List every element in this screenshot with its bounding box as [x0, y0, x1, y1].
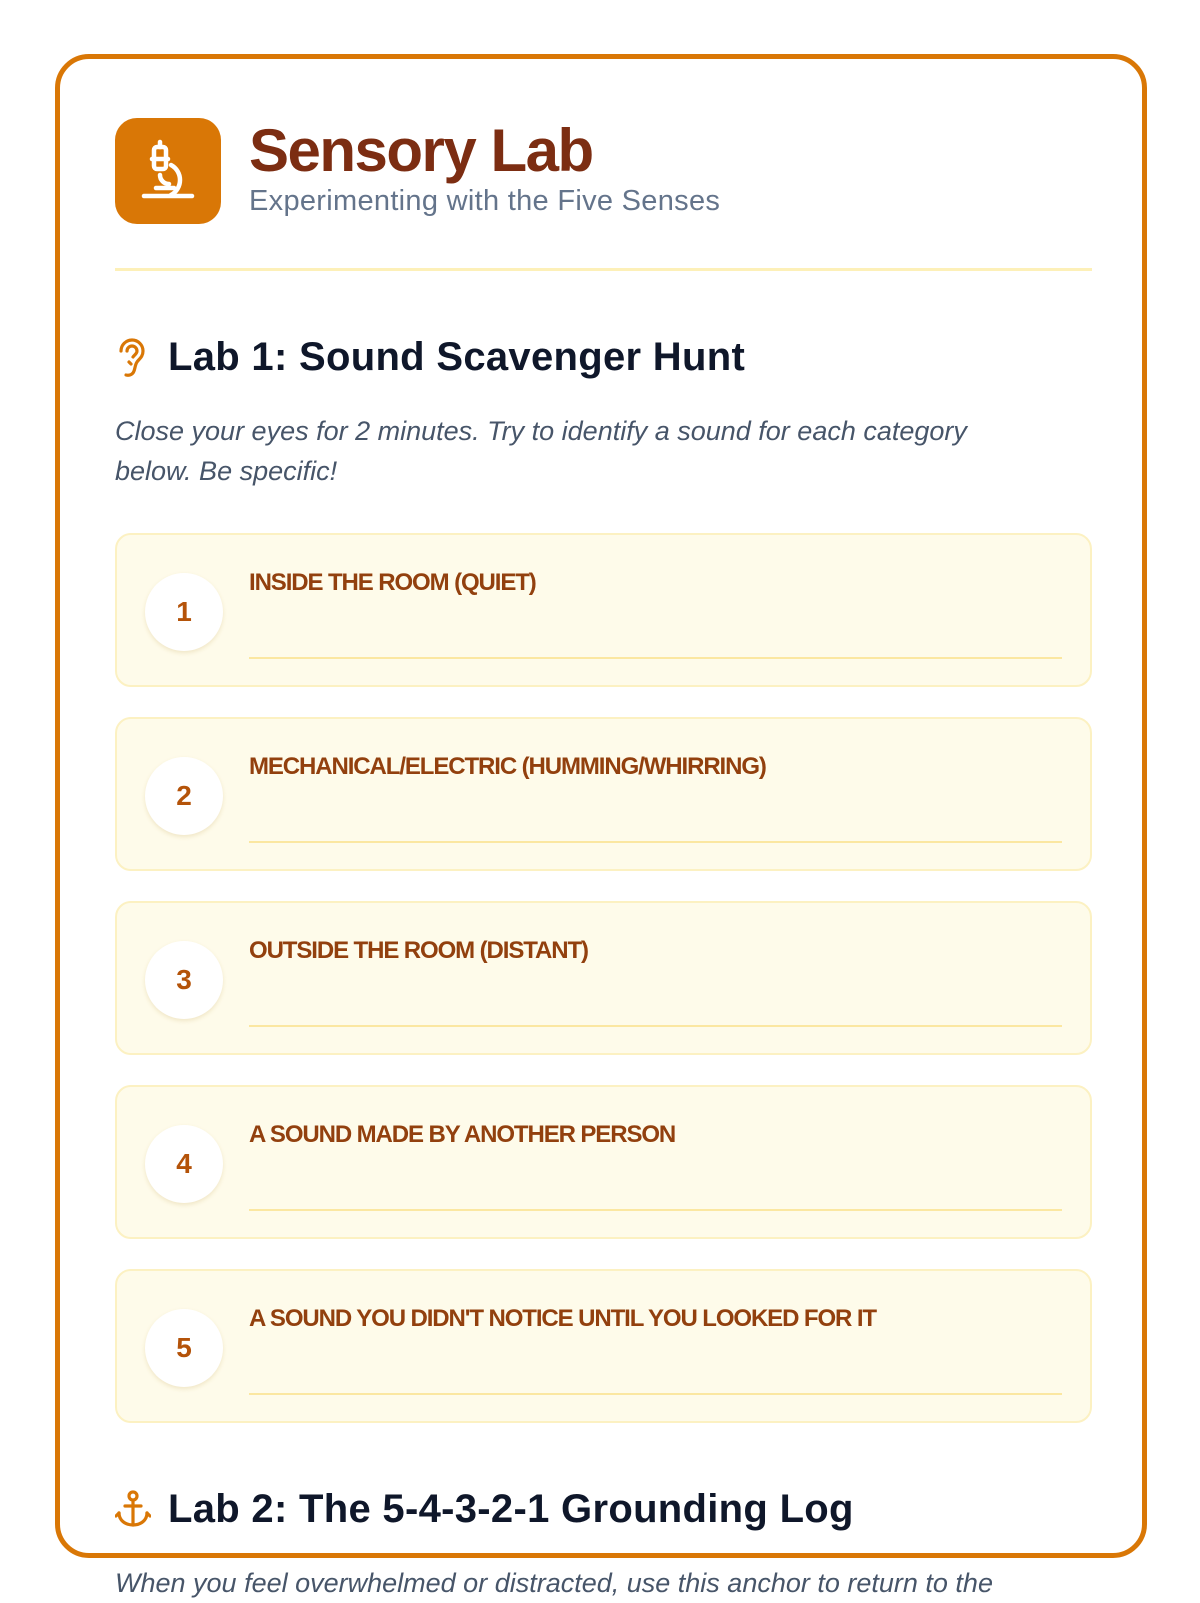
answer-line-3[interactable]: [249, 1025, 1062, 1027]
prompt-label: MECHANICAL/ELECTRIC (HUMMING/WHIRRING): [249, 753, 766, 780]
page-header: [115, 118, 1092, 224]
answer-line-2[interactable]: [249, 841, 1062, 843]
prompt-label: INSIDE THE ROOM (QUIET): [249, 569, 536, 596]
microscope-icon: [115, 118, 221, 224]
prompt-label: A SOUND YOU DIDN'T NOTICE UNTIL YOU LOOKED FOR IT: [249, 1305, 876, 1332]
anchor-icon: [115, 1487, 153, 1531]
lab2-instructions: When you feel overwhelmed or distracted, use this anchor to return to the: [115, 1568, 993, 1598]
lab1-title: Lab 1: Sound Scavenger Hunt: [168, 334, 746, 379]
answer-line-1[interactable]: [249, 657, 1062, 659]
prompt-number: 4: [145, 1125, 223, 1203]
answer-line-5[interactable]: [249, 1393, 1062, 1395]
sound-prompt-4: [115, 1085, 1092, 1239]
page-title: Sensory Lab: [249, 117, 593, 184]
header-divider: [115, 268, 1092, 271]
prompt-number: 5: [145, 1309, 223, 1387]
answer-line-4[interactable]: [249, 1209, 1062, 1211]
sound-prompt-5: [115, 1269, 1092, 1423]
lab2-section: [115, 1479, 1092, 1539]
page-subtitle: Experimenting with the Five Senses: [249, 185, 721, 217]
prompt-number: 2: [145, 757, 223, 835]
prompt-label: OUTSIDE THE ROOM (DISTANT): [249, 937, 588, 964]
prompt-number: 1: [145, 573, 223, 651]
prompt-number: 3: [145, 941, 223, 1019]
lab1-instructions: Close your eyes for 2 minutes. Try to identify a sound for each category below. Be specific!: [115, 416, 967, 486]
sound-prompt-2: [115, 717, 1092, 871]
sound-prompt-3: [115, 901, 1092, 1055]
lab2-title: Lab 2: The 5-4-3-2-1 Grounding Log: [168, 1486, 854, 1531]
ear-icon: [115, 335, 153, 379]
sound-prompt-1: [115, 533, 1092, 687]
prompt-label: A SOUND MADE BY ANOTHER PERSON: [249, 1121, 676, 1148]
worksheet-content: [115, 118, 1092, 1453]
lab2-heading: [115, 1479, 1092, 1539]
lab1-heading: [115, 327, 1092, 387]
header-titles: [249, 117, 721, 218]
sound-prompt-list: [115, 533, 1092, 1423]
